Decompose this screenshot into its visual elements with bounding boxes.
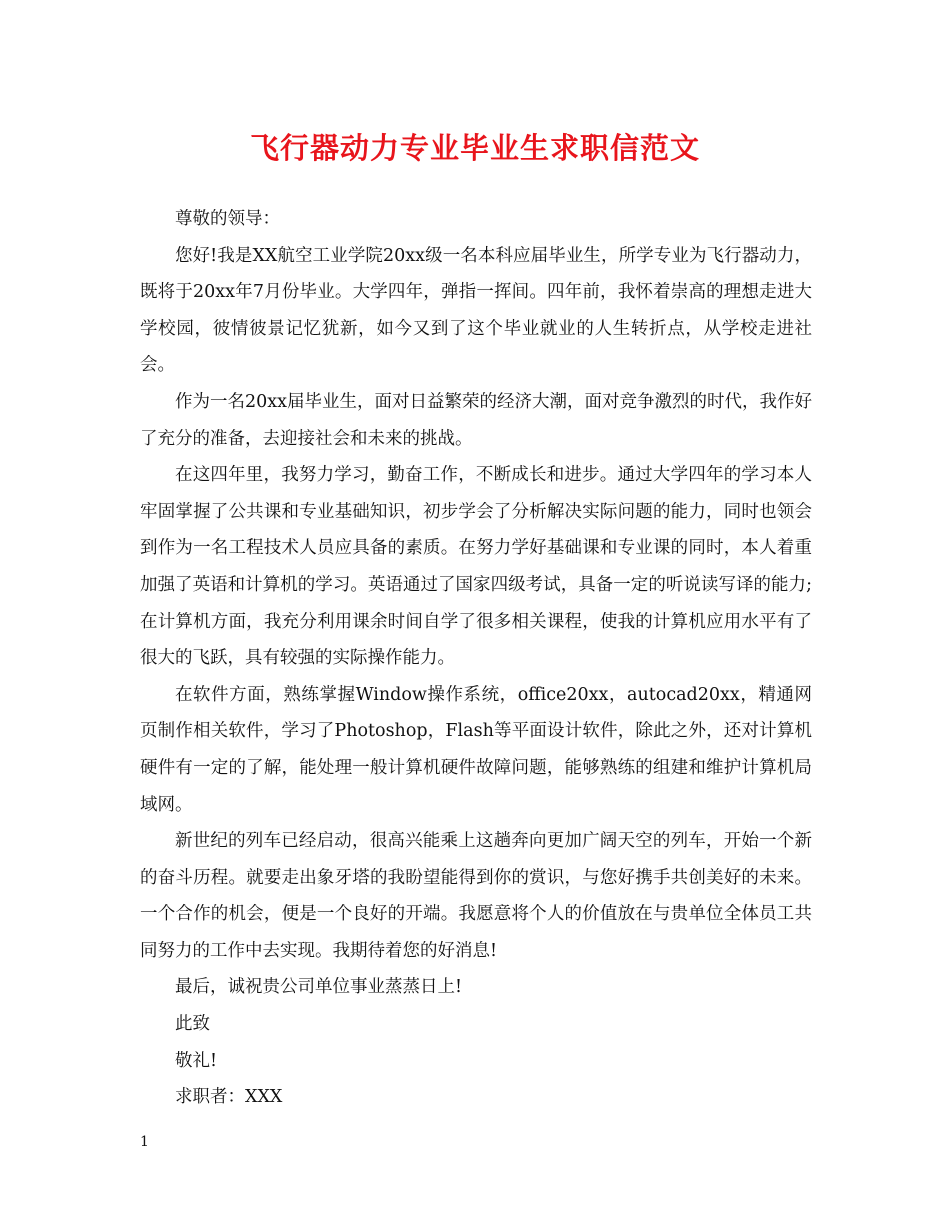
salutation: 尊敬的领导： <box>175 209 280 229</box>
closing-line-2: 敬礼! <box>175 1050 218 1071</box>
paragraph-wishes: 最后，诚祝贵公司单位事业蒸蒸日上! <box>175 977 463 998</box>
paragraph-study: 在这四年里，我努力学习，勤奋工作，不断成长和进步。通过大学四年的学习本人牢固掌握了公共课和专业基础知识，初步学会了分析解决实际问题的能力，同时也领会到作为一名工程技术人员应具备的素质。在努力学好基础课和专业课的同时，本人着重加强了英语和计算机的学习。英语通过了国家四级考试，具备一定的听说读写译的能力;在计算机方面，我充分利用课余时间自学了很多相关课程，使我的计算机应用水平有了很大的飞跃，具有较强的实际操作能力。 <box>140 465 812 669</box>
signature: 求职者：XXX <box>175 1087 283 1108</box>
closing-line-1: 此致 <box>175 1014 210 1035</box>
paragraph-intro: 您好!我是XX航空工业学院20xx级一名本科应届毕业生，所学专业为飞行器动力，既将于20xx年7月份毕业。大学四年，弹指一挥间。四年前，我怀着崇高的理想走进大学校园，彼情彼景记忆犹新，如今又到了这个毕业就业的人生转折点，从学校走进社会。 <box>140 245 812 376</box>
paragraph-software: 在软件方面，熟练掌握Window操作系统，office20xx，autocad20xx，精通网页制作相关软件，学习了Photoshop，Flash等平面设计软件，除此之外，还对计算机硬件有一定的了解，能处理一般计算机硬件故障问题，能够熟练的组建和维护计算机局域网。 <box>140 684 812 815</box>
document-title: 飞行器动力专业毕业生求职信范文 <box>249 131 700 165</box>
page-number: 1 <box>140 1134 149 1150</box>
paragraph-aspiration: 新世纪的列车已经启动，很高兴能乘上这趟奔向更加广阔天空的列车，开始一个新的奋斗历程。就要走出象牙塔的我盼望能得到你的赏识，与您好携手共创美好的未来。一个合作的机会，便是一个良好的开端。我愿意将个人的价值放在与贵单位全体员工共同努力的工作中去实现。我期待着您的好消息! <box>140 831 812 961</box>
paragraph-preparation: 作为一名20xx届毕业生，面对日益繁荣的经济大潮，面对竞争激烈的时代，我作好了充分的准备，去迎接社会和未来的挑战。 <box>140 391 813 449</box>
letter-body <box>140 201 812 1116</box>
